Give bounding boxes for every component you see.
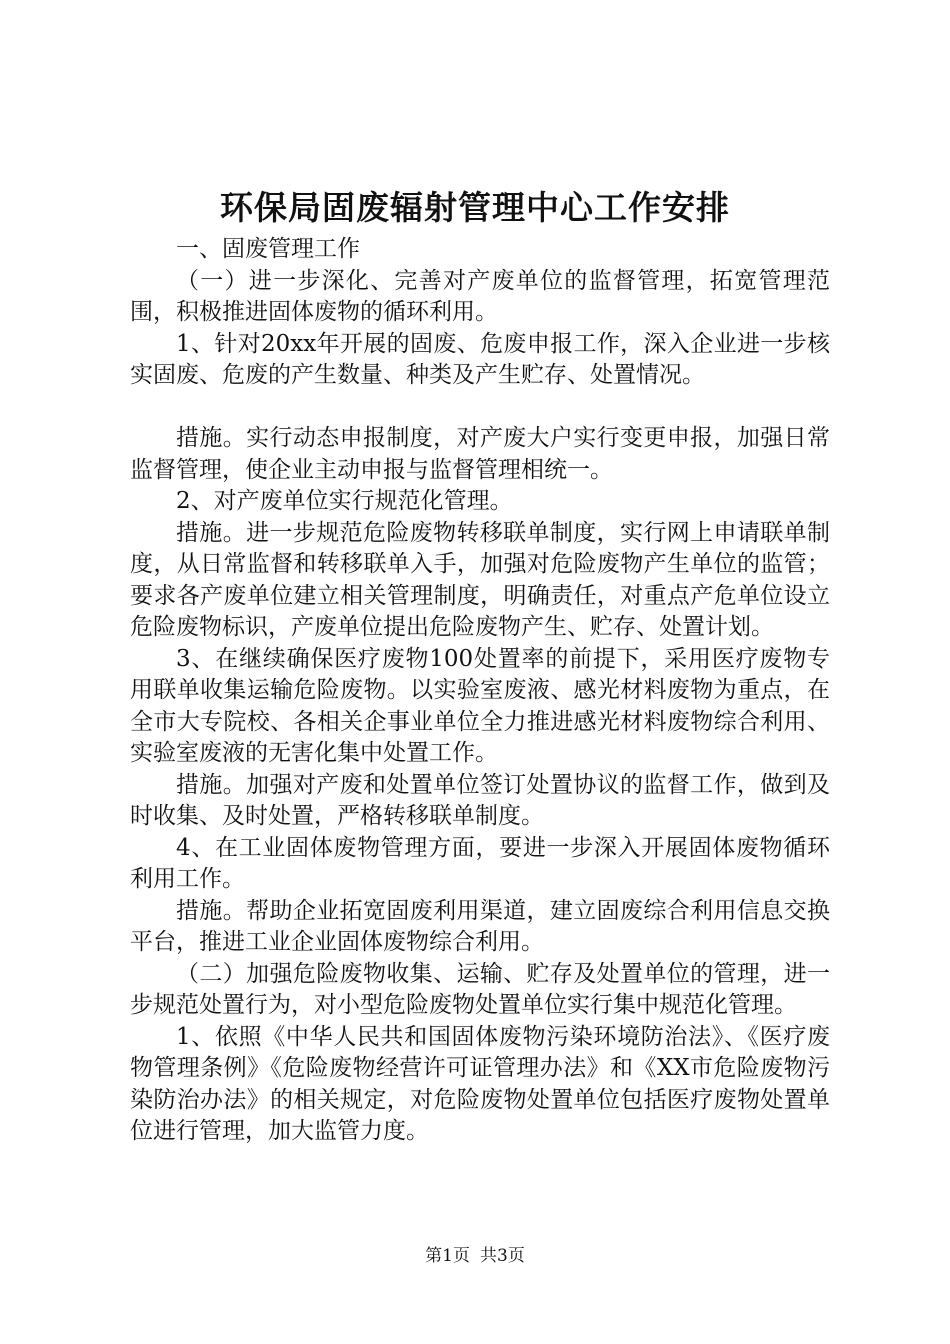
paragraph: 1、依照《中华人民共和国固体废物污染环境防治法》、《医疗废物管理条例》《危险废物经营许可证管理办法》和《XX市危险废物污染防治办法》的相关规定，对危险废物处置单位包括医疗废物处置单位进行管理，加大监管力度。 [130, 1023, 830, 1144]
subsection-heading: （一）进一步深化、完善对产废单位的监督管理，拓宽管理范围，积极推进固体废物的循环利用。 [130, 267, 830, 325]
paragraph: 措施。实行动态申报制度，对产废大户实行变更申报，加强日常监督管理，使企业主动申报与监督管理相统一。 [130, 425, 830, 483]
paragraph: 4、在工业固体废物管理方面，要进一步深入开展固体废物循环利用工作。 [130, 834, 830, 892]
section-heading: 一、固废管理工作 [176, 236, 360, 262]
subsection-heading: （二）加强危险废物收集、运输、贮存及处置单位的管理，进一步规范处置行为，对小型危险废物处置单位实行集中规范化管理。 [130, 960, 830, 1018]
paragraph: 措施。加强对产废和处置单位签订处置协议的监督工作，做到及时收集、及时处置，严格转移联单制度。 [130, 771, 830, 829]
paragraph: 1、针对20xx年开展的固废、危废申报工作，深入企业进一步核实固废、危废的产生数量、种类及产生贮存、处置情况。 [130, 330, 830, 388]
page-title: 环保局固废辐射管理中心工作安排 [220, 188, 730, 227]
paragraph: 3、在继续确保医疗废物100处置率的前提下，采用医疗废物专用联单收集运输危险废物。以实验室废液、感光材料废物为重点，在全市大专院校、各相关企事业单位全力推进感光材料废物综合利用、实验室废液的无害化集中处置工作。 [130, 645, 830, 766]
paragraph: 措施。帮助企业拓宽固废利用渠道，建立固废综合利用信息交换平台，推进工业企业固体废物综合利用。 [130, 897, 830, 955]
page-total: 共3页 [480, 1246, 525, 1266]
paragraph: 措施。进一步规范危险废物转移联单制度，实行网上申请联单制度，从日常监督和转移联单入手，加强对危险废物产生单位的监管；要求各产废单位建立相关管理制度，明确责任，对重点产危单位设立危险废物标识，产废单位提出危险废物产生、贮存、处置计划。 [130, 519, 830, 640]
page-footer [0, 1244, 950, 1268]
document-body [130, 234, 830, 1148]
page-number: 第1页 [425, 1246, 470, 1266]
paragraph: 2、对产废单位实行规范化管理。 [176, 488, 513, 514]
blank-line [130, 392, 830, 424]
